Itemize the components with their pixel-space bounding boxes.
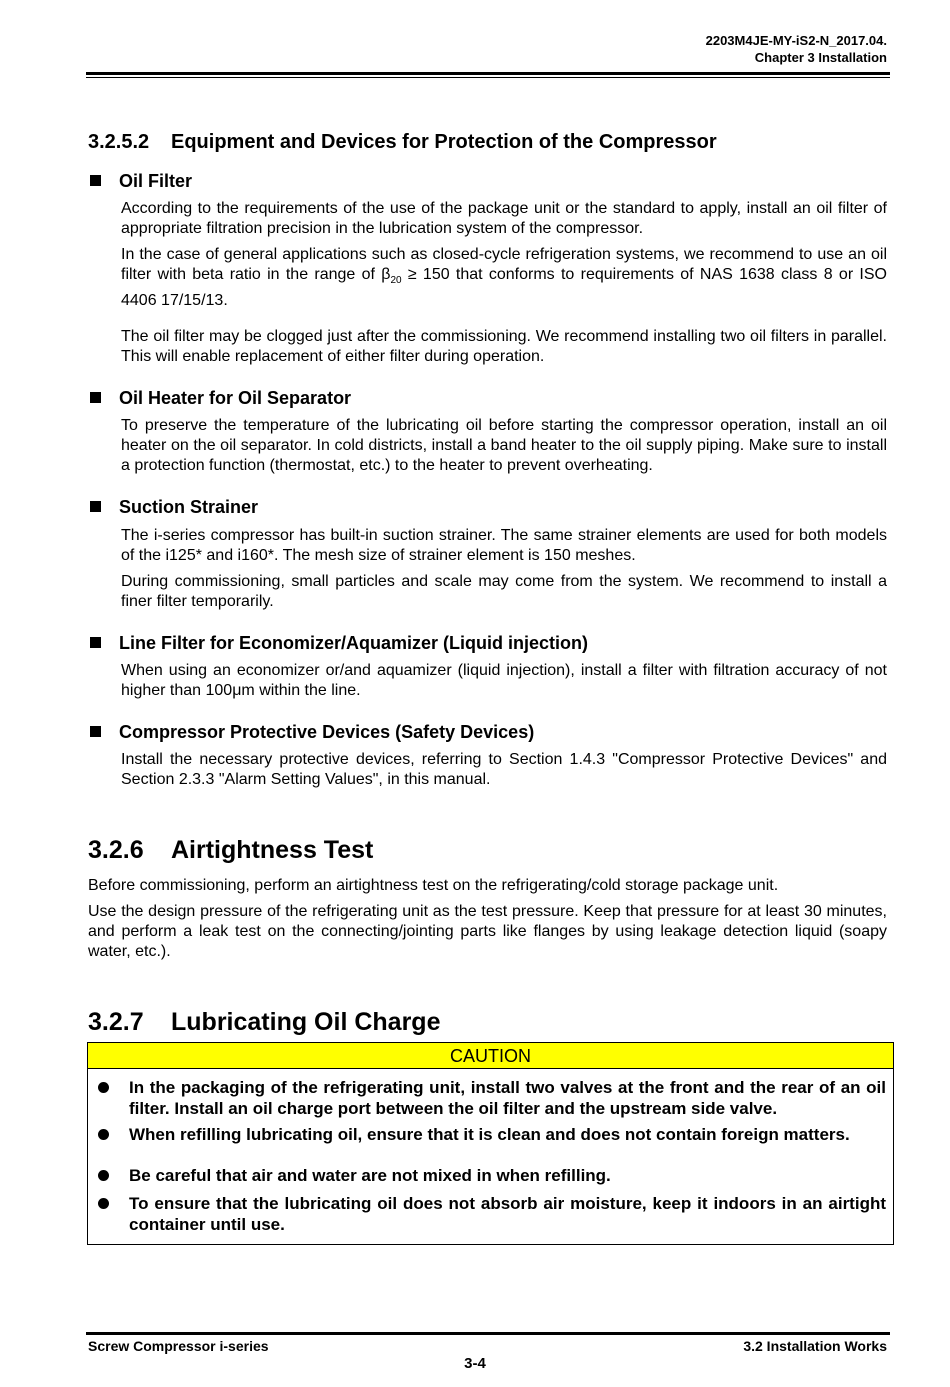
section-title: Airtightness Test <box>171 836 374 864</box>
bullet-heading-text: Line Filter for Economizer/Aquamizer (Liquid injection) <box>119 633 589 653</box>
beta-symbol: β <box>381 266 391 283</box>
bullet-heading-line-filter <box>90 633 588 654</box>
p2-text-b: ≥ 150 that conforms to requirements of NAS 1638 class 8 or ISO 4406 17/15/13. <box>121 266 887 310</box>
bullet-heading-text: Oil Heater for Oil Separator <box>119 388 352 408</box>
footer-left-text: Screw Compressor i-series <box>88 1338 269 1354</box>
caution-item <box>129 1193 886 1235</box>
caution-item-text: To ensure that the lubricating oil does not absorb air moisture, keep it indoors in an airtight container until use. <box>129 1194 886 1234</box>
caution-item-text: Be careful that air and water are not mixed in when refilling. <box>129 1166 611 1185</box>
caution-item-text: In the packaging of the refrigerating unit, install two valves at the front and the rear of an oil filter. Install an oil charge port between the oil filter and the upstream side valve. <box>129 1078 886 1118</box>
footer-rule <box>86 1332 890 1335</box>
footer-right-text: 3.2 Installation Works <box>743 1338 887 1354</box>
subsection-title: Equipment and Devices for Protection of the Compressor <box>171 131 717 153</box>
bullet-heading-protective-devices <box>90 722 534 743</box>
caution-item <box>129 1165 886 1186</box>
bullet-heading-text: Compressor Protective Devices (Safety Devices) <box>119 722 535 742</box>
header-rule <box>86 72 890 75</box>
oil-heater-paragraph: To preserve the temperature of the lubricating oil before starting the compressor operation, install an oil heater on the oil separator. In cold districts, install a band heater to the oil supply piping. Make sure to install a protection function (thermostat, etc.) to the heater to prevent overheating. <box>121 417 887 474</box>
header-chapter: Chapter 3 Installation <box>754 50 887 65</box>
bullet-heading-text: Suction Strainer <box>119 497 259 517</box>
section-heading-326 <box>88 836 373 865</box>
header-rule-thin <box>86 77 890 78</box>
bullet-heading-suction-strainer <box>90 497 258 518</box>
suction-strainer-paragraph-2: During commissioning, small particles and scale may come from the system. We recommend to install a finer filter temporarily. <box>121 573 887 610</box>
caution-box <box>87 1042 894 1245</box>
square-bullet-icon <box>90 175 101 186</box>
bullet-heading-oil-heater <box>90 388 351 409</box>
round-bullet-icon <box>98 1082 109 1093</box>
round-bullet-icon <box>98 1170 109 1181</box>
square-bullet-icon <box>90 501 101 512</box>
suction-strainer-paragraph-1: The i-series compressor has built-in suction strainer. The same strainer elements are used for both models of the i125* and i160*. The mesh size of strainer element is 150 meshes. <box>121 527 887 564</box>
square-bullet-icon <box>90 637 101 648</box>
caution-item <box>129 1124 886 1145</box>
round-bullet-icon <box>98 1129 109 1140</box>
airtightness-paragraph-2: Use the design pressure of the refrigerating unit as the test pressure. Keep that pressure for at least 30 minutes, and perform a leak test on the connecting/jointing parts like flanges by using leakage detection liquid (soapy water, etc.). <box>88 903 887 960</box>
section-heading-327 <box>88 1008 440 1037</box>
page-number: 3-4 <box>464 1355 486 1372</box>
section-number: 3.2.7 <box>88 1008 144 1036</box>
oil-filter-paragraph-1: According to the requirements of the use of the package unit or the standard to apply, install an oil filter of appropriate filtration precision in the lubrication system of the compressor. <box>121 200 887 237</box>
square-bullet-icon <box>90 726 101 737</box>
caution-item-text: When refilling lubricating oil, ensure that it is clean and does not contain foreign matters. <box>129 1125 850 1144</box>
subsection-heading-3252 <box>88 131 717 154</box>
caution-label: CAUTION <box>88 1043 893 1069</box>
oil-filter-paragraph-2 <box>121 245 887 311</box>
p2-text-a: In the case of general applications such as closed-cycle refrigeration systems, we recommend to use an oil filter with beta ratio in the range of <box>121 246 887 283</box>
oil-filter-paragraph-3: The oil filter may be clogged just after the commissioning. We recommend installing two oil filters in parallel. This will enable replacement of either filter during operation. <box>121 328 887 365</box>
square-bullet-icon <box>90 392 101 403</box>
section-title: Lubricating Oil Charge <box>171 1008 441 1036</box>
caution-item <box>129 1077 886 1119</box>
subsection-number: 3.2.5.2 <box>88 131 150 153</box>
section-number: 3.2.6 <box>88 836 144 864</box>
beta-subscript: 20 <box>390 275 402 287</box>
header-doc-code: 2203M4JE-MY-iS2-N_2017.04. <box>705 33 887 48</box>
line-filter-paragraph: When using an economizer or/and aquamizer (liquid injection), install a filter with filtration accuracy of not higher than 100μm within the line. <box>121 662 887 699</box>
round-bullet-icon <box>98 1198 109 1209</box>
bullet-heading-oil-filter <box>90 171 192 192</box>
bullet-heading-text: Oil Filter <box>119 171 193 191</box>
protective-devices-paragraph: Install the necessary protective devices, referring to Section 1.4.3 "Compressor Protective Devices" and Section 2.3.3 "Alarm Setting Values", in this manual. <box>121 751 887 788</box>
airtightness-paragraph-1: Before commissioning, perform an airtightness test on the refrigerating/cold storage package unit. <box>88 877 779 894</box>
